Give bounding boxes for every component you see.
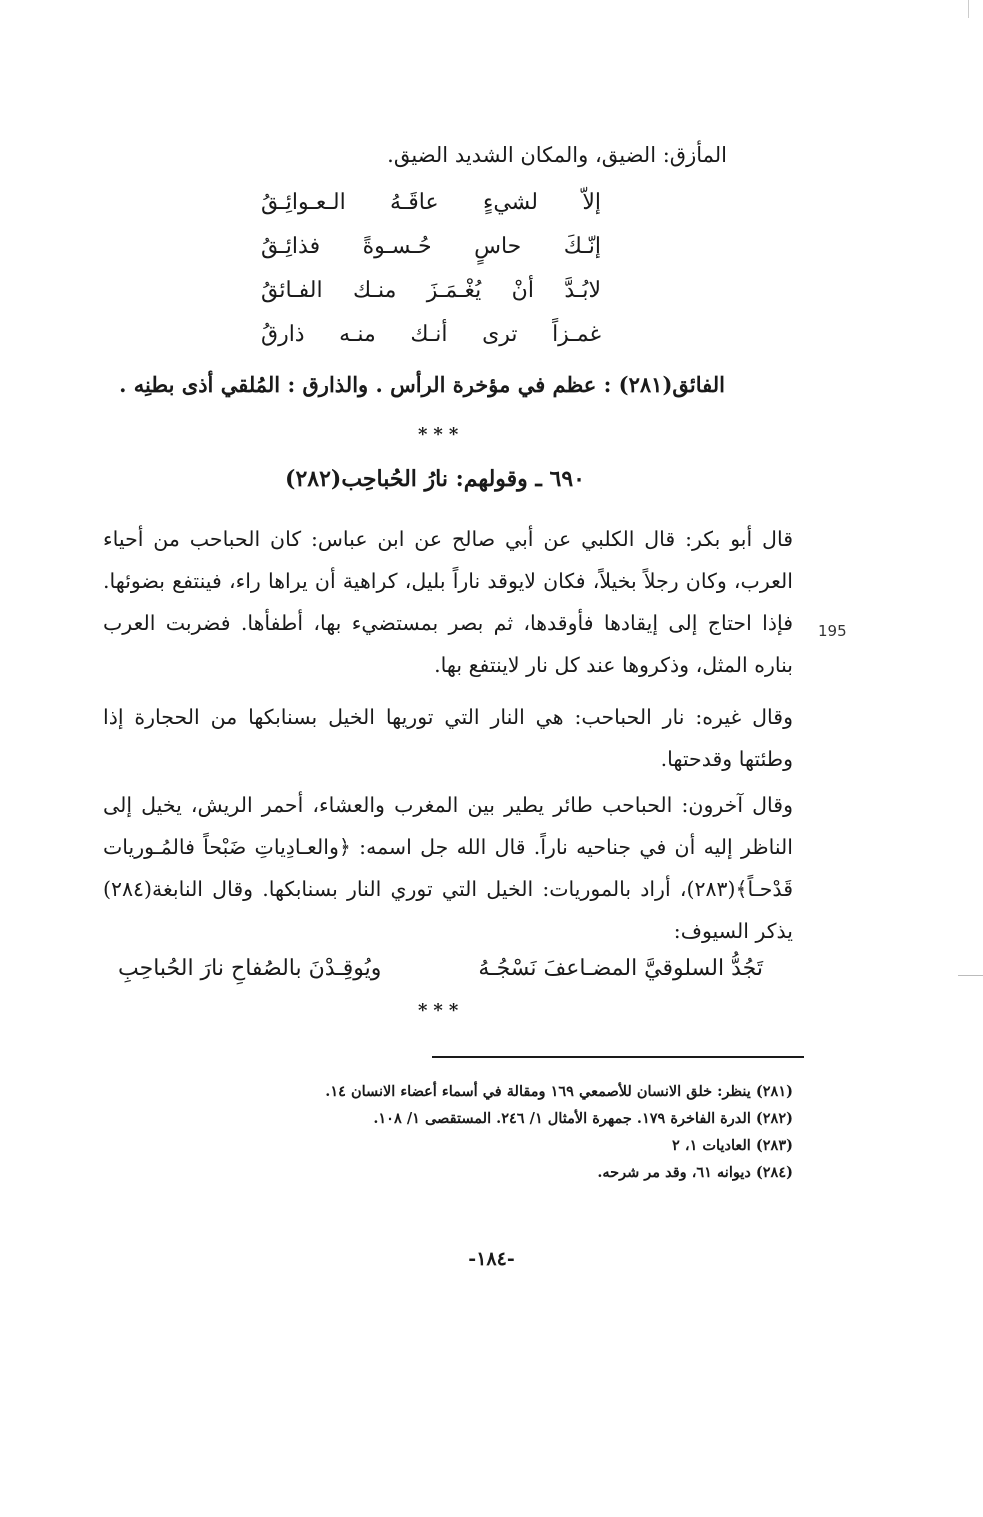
verse-word: حاسٍ — [474, 234, 522, 259]
scan-artifact-line — [958, 975, 983, 976]
margin-number: 195 — [818, 622, 847, 640]
paragraph-1: قال أبو بكر: قال الكلبي عن أبي صالح عن ابن عباس: كان الحباحب من أحياء العرب، وكان رجلاً بخيلاً، فكان لايوقد ناراً بليل، كراهية أن يراها راء، فينتفع بضوئها. فإذا احتاج إلى إيقادها فأوقدها، ثم بصر بمستضيء بها، أطفأها. فضربت العرب بناره المثل، وذكروها عند كل نار لاينتفع بها. — [103, 527, 793, 677]
footnotes — [273, 1078, 793, 1186]
scan-artifact-mark — [968, 0, 969, 18]
page-number: -١٨٤- — [468, 1248, 515, 1270]
verse-line-3 — [261, 276, 601, 306]
verse-word: ذارقُ — [261, 322, 305, 347]
verse-word: لشيءٍ — [482, 190, 538, 215]
verse-line-2 — [261, 232, 601, 262]
verse-word: منـك — [352, 278, 397, 303]
verse-word: أنـك — [410, 322, 448, 347]
section-separator: *** — [418, 424, 465, 445]
section-separator-bottom: *** — [418, 1000, 465, 1021]
verse-line-4 — [261, 320, 601, 350]
poem-verse — [118, 952, 763, 986]
verse-word: الـعـوائِـقُ — [261, 190, 346, 215]
footnote-282: (٢٨٢) الدرة الفاخرة ١٧٩. جمهرة الأمثال ١/ ٢٤٦. المستقصى ١/ ١٠٨. — [373, 1110, 793, 1127]
intro-line: المأزق: الضيق، والمكان الشديد الضيق. — [387, 143, 727, 167]
verse-word: إلاّ — [582, 190, 601, 215]
footnote-281: (٢٨١) ينظر: خلق الانسان للأصمعي ١٦٩ ومقالة في أسماء أعضاء الانسان ١٤. — [325, 1083, 793, 1100]
footnote-283: (٢٨٣) العاديات ١، ٢ — [672, 1137, 793, 1154]
verse-word: يُغْـمَـزَ — [426, 278, 482, 303]
verse-word: إنّـكَ — [563, 234, 602, 259]
verse-word: منـه — [339, 322, 376, 347]
verse-word: ترى — [482, 322, 518, 347]
entry-heading: ٦٩٠ ـ وقولهم: نارُ الحُباحِب(٢٨٢) — [285, 466, 585, 492]
paragraph-2: وقال غيره: نار الحباحب: هي النار التي توريها الخيل بسنابكها من الحجارة إذا وطئتها وقدحتها. — [103, 705, 793, 771]
poem-hemistich-left: ويُوقِـدْنَ بالصُفاحِ نارَ الحُباحِبِ — [118, 956, 382, 981]
verse-word: فذائِـقُ — [261, 234, 321, 259]
verse-word: غمـزاً — [552, 322, 601, 347]
paragraph-3: وقال آخرون: الحباحب طائر يطير بين المغرب والعشاء، أحمر الريش، يخيل إلى الناظر إليه أن في جناحيه ناراً. قال الله جل اسمه: ﴿والعـادِياتِ ضَبْحاً فالمُـوريات قَدْحـاً﴾(٢٨٣)، أراد بالموريات: الخيل التي توري النار بسنابكها. وقال النابغة(٢٨٤) يذكر السيوف: — [103, 793, 793, 943]
footnote-divider — [432, 1056, 804, 1058]
verse-word: حُـسـوةً — [362, 234, 432, 259]
gloss-line: الفائق(٢٨١) : عظم في مؤخرة الرأس . والذارق : المُلقي أذى بطنِه . — [119, 372, 725, 397]
verse-word: الفـائقُ — [261, 278, 323, 303]
verse-word: لابُـدَّ — [564, 278, 601, 303]
verse-word: أنْ — [511, 278, 534, 303]
poem-hemistich-right: تَجُدُّ السلوقيَّ المضـاعفَ نَسْجُـهُ — [478, 956, 763, 981]
verse-line-1 — [261, 188, 601, 218]
verse-word: عاقَـهُ — [390, 190, 439, 215]
footnote-284: (٢٨٤) ديوانه ٦١، وقد مر شرحه. — [597, 1164, 793, 1181]
